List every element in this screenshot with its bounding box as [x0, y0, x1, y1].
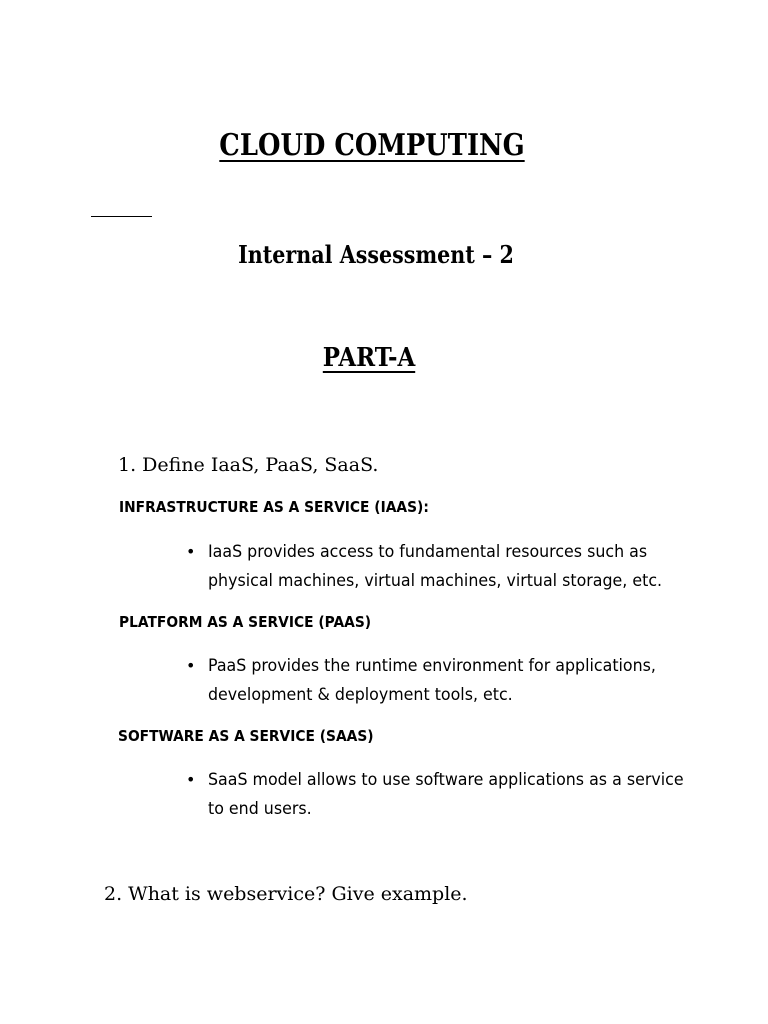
part-heading: PART-A: [322, 343, 416, 373]
section-heading-saas: SOFTWARE AS A SERVICE (SAAS): [118, 727, 374, 745]
bullet-text-saas: SaaS model allows to use software applications as a service to end users.: [208, 770, 684, 818]
bullet-item-iaas: [186, 537, 706, 595]
bullet-icon: •: [186, 542, 196, 561]
question-1: 1. Define IaaS, PaaS, SaaS.: [118, 454, 379, 476]
bullet-item-paas: [186, 651, 706, 709]
document-title: CLOUD COMPUTING: [219, 128, 525, 163]
section-heading-paas: PLATFORM AS A SERVICE (PAAS): [119, 613, 372, 631]
section-heading-iaas: INFRASTRUCTURE AS A SERVICE (IAAS):: [119, 498, 429, 516]
bullet-icon: •: [186, 770, 196, 789]
bullet-item-saas: [186, 765, 706, 823]
bullet-text-paas: PaaS provides the runtime environment for applications, development & deployment tools, etc.: [208, 656, 656, 704]
question-2: 2. What is webservice? Give example.: [104, 883, 468, 905]
horizontal-rule: [91, 216, 152, 217]
assessment-subtitle: Internal Assessment – 2: [238, 240, 514, 269]
bullet-text-iaas: IaaS provides access to fundamental resources such as physical machines, virtual machines, virtual storage, etc.: [208, 542, 663, 590]
bullet-icon: •: [186, 656, 196, 675]
